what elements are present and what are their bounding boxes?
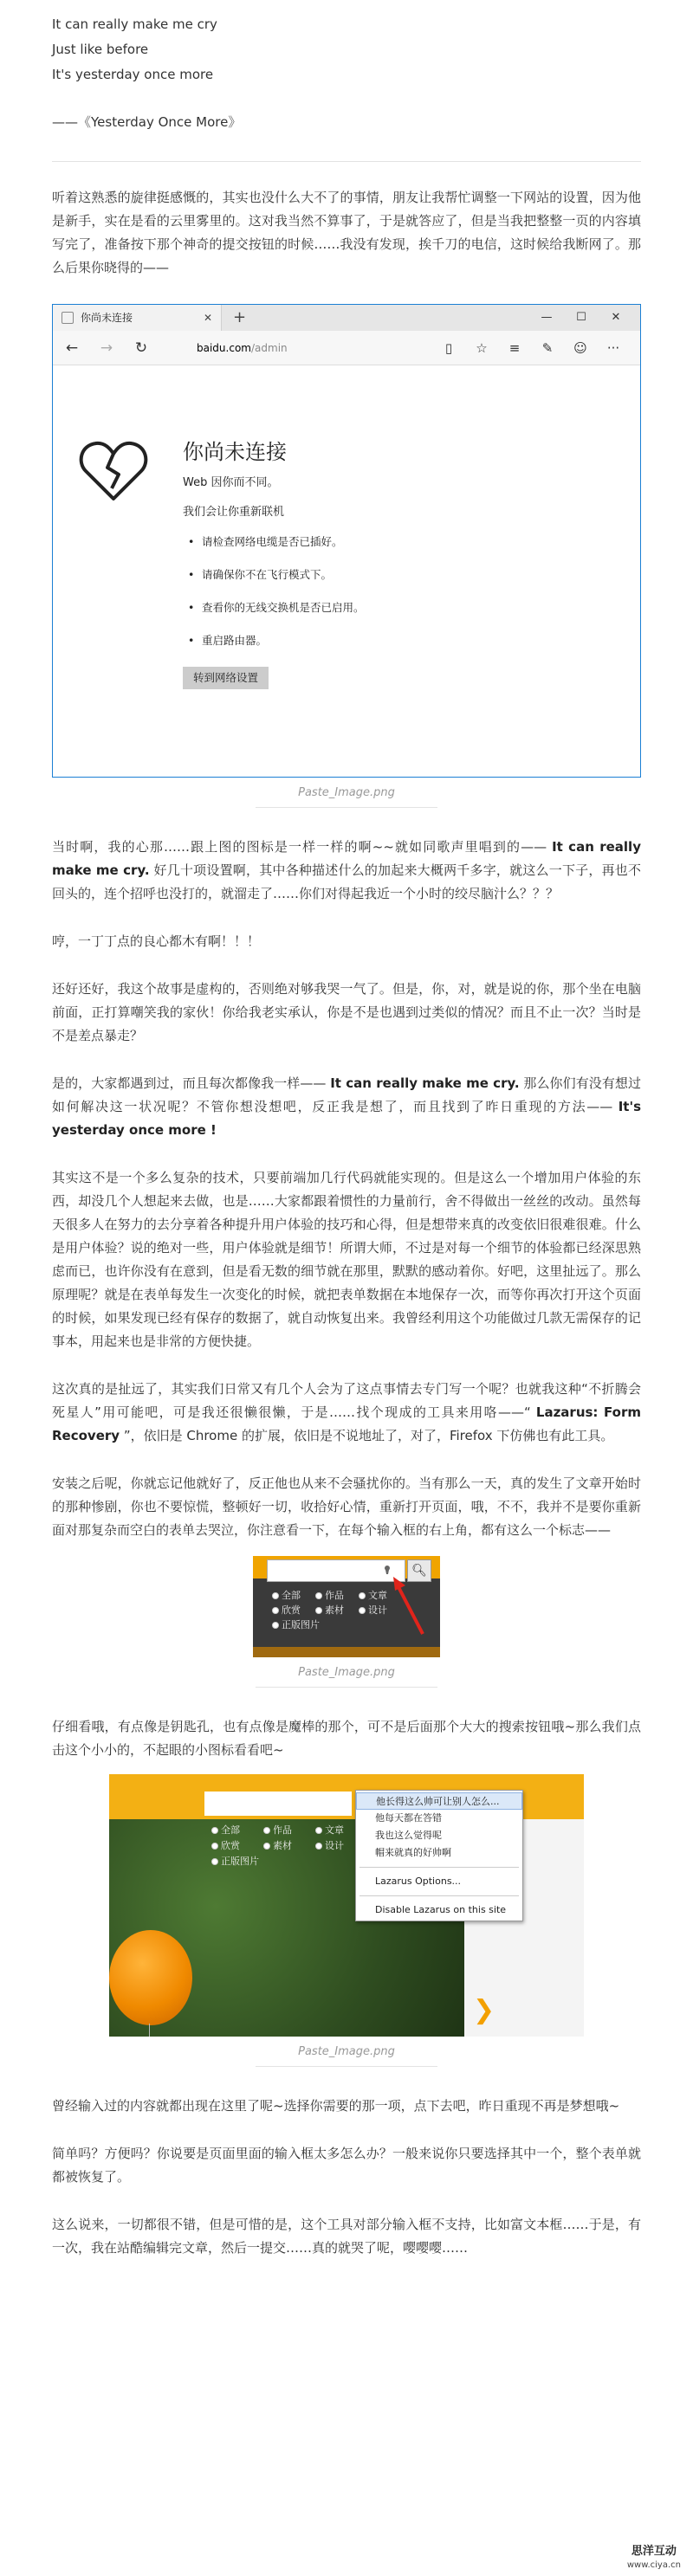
- quote-line: Just like before: [52, 42, 149, 57]
- text: 那么你们有没有想过如何解决这一状况呢？不管你想没想吧，反正我是想了，而且找到了昨日重现的方法——: [52, 1075, 641, 1114]
- broken-heart-icon: [79, 438, 148, 502]
- text: 这次真的是扯远了，其实我们日常又有几个人会为了这点事情去专门写一个呢？也就我这种“不折腾会死星人”用可能吧，可是我还很懒很懒，于是……找个现成的工具来用咯——“: [52, 1381, 641, 1420]
- search-options: 全部 作品 文章 欣赏 素材 设计 正版图片: [211, 1823, 367, 1869]
- quote-attribution: ——《Yesterday Once More》: [52, 114, 242, 130]
- close-icon[interactable]: ✕: [203, 312, 212, 324]
- page-icon: [62, 312, 74, 324]
- tips-list: [183, 533, 365, 649]
- menu-separator: [359, 1895, 519, 1896]
- url-host: baidu.com: [197, 342, 251, 354]
- red-arrow-icon: [392, 1577, 426, 1637]
- favorite-star-icon[interactable]: ☆: [476, 340, 488, 356]
- tip-item: • 请确保你不在飞行模式下。: [183, 566, 365, 584]
- lazarus-keyhole-icon[interactable]: [383, 1565, 392, 1575]
- browser-tab[interactable]: [53, 305, 222, 331]
- quote-line: It's yesterday once more: [52, 67, 214, 82]
- close-window-button[interactable]: ✕: [611, 311, 621, 324]
- search-button[interactable]: 🔍︎: [407, 1559, 431, 1582]
- error-help: 我们会让你重新联机: [183, 506, 285, 519]
- network-settings-button[interactable]: 转到网络设置: [183, 667, 269, 689]
- quote-line: It can really make me cry: [52, 16, 217, 32]
- paragraph: 其实这不是一个多么复杂的技术，只要前端加几行代码就能实现的。但是这么一个增加用户体验的东西，却没几个人想起来去做，也是……大家都跟着惯性的力量前行，舍不得做出一丝丝的改动。虽然每天很多人在努力的去分享着各种提升用户体验的技巧和心得，但是想带来真的改变依旧很难很难。什么是用户体验？说的绝对一些，用户体验就是细节！所谓大师，不过是对每一个细节的体验都已经深思熟虑而已，也许你没有在意到，但是看无数的细节就在那里，默默的感动着你。好吧，这里扯远了。那么原理呢？就是在表单每发生一次变化的时候，就把表单数据在本地保存一次，而等你再次打开这个页面的时候，如果发现已经有保存的数据了，就自动恢复出来。我曾经利用这个功能做过几款无需保存的记事本，用起来也是非常的方便快捷。: [52, 1170, 641, 1349]
- emphasis: It can really make me cry.: [52, 839, 641, 878]
- new-tab-button[interactable]: +: [233, 308, 247, 326]
- error-tagline: Web 因你而不同。: [183, 476, 279, 489]
- emphasis: It can really make me cry.: [330, 1075, 520, 1091]
- text: 是的，大家都遇到过，而且每次都像我一样——: [52, 1075, 331, 1091]
- balloon-image: [109, 1930, 192, 2025]
- watermark-name: 思洋互动: [631, 2545, 677, 2558]
- tab-bar: [53, 305, 640, 331]
- error-page: [53, 365, 640, 777]
- balloon-string: [149, 2024, 150, 2037]
- chevron-right-icon[interactable]: ❯: [473, 1995, 495, 2025]
- text: ”，依旧是 Chrome 的扩展，依旧是不说地址了，对了，Firefox 下仿佛也有此工具。: [120, 1428, 614, 1443]
- web-note-icon[interactable]: ✎: [541, 340, 554, 356]
- tip-item: • 请检查网络电缆是否已插好。: [183, 533, 365, 551]
- site-watermark: [627, 2545, 681, 2573]
- browser-tools: [432, 336, 630, 360]
- intro-paragraph: 听着这熟悉的旋律挺感慨的，其实也没什么大不了的事情，朋友让我帮忙调整一下网站的设置，因为他是新手，实在是看的云里雾里的。这对我当然不算事了，于是就答应了，但是当我把整整一页的内容填写完了，准备按下那个神奇的提交按钮的时候……我没有发现，挨千刀的电信，这时候给我断网了。那么后果你晓得的——: [52, 190, 641, 275]
- minimize-button[interactable]: —: [541, 311, 553, 324]
- address-bar[interactable]: [197, 338, 448, 358]
- tip-item: • 查看你的无线交换机是否已启用。: [183, 599, 365, 617]
- text: 好几十项设置啊，其中各种描述什么的加起来大概两千多字，就这么一下子，再也不回头的，连个招呼也没打的，就溜走了……你们对得起我近一个小时的绞尽脑汁么？？？: [52, 862, 641, 901]
- menu-item[interactable]: 他长得这么帅可让别人怎么...: [356, 1792, 522, 1810]
- share-icon[interactable]: ☺: [573, 340, 587, 356]
- emphasis: Lazarus: Form Recovery: [52, 1404, 641, 1443]
- url-path: /admin: [250, 342, 288, 354]
- back-arrow-icon[interactable]: ←: [65, 339, 79, 357]
- paragraph: 仔细看哦，有点像是钥匙孔，也有点像是魔棒的那个，可不是后面那个大大的搜索按钮哦~那么我们点击这个小小的，不起眼的小图标看看吧~: [52, 1719, 641, 1758]
- browser-screenshot: [52, 304, 641, 778]
- window-controls: [529, 305, 633, 331]
- paragraph: [52, 1072, 641, 1142]
- image-caption: Paste_Image.png: [256, 2037, 437, 2067]
- paragraph: [52, 1378, 641, 1448]
- lazarus-recovery-menu: [355, 1790, 523, 1921]
- paragraph: 曾经输入过的内容就都出现在这里了呢~选择你需要的那一项，点下去吧，昨日重现不再是梦想哦~: [52, 2098, 620, 2114]
- error-title: 你尚未连接: [183, 440, 287, 464]
- search-form-screenshot: [253, 1556, 440, 1657]
- image-caption: Paste_Image.png: [256, 778, 437, 808]
- reading-view-icon[interactable]: ▯: [444, 340, 453, 356]
- menu-item[interactable]: 帽来就真的好帅啊: [375, 1847, 451, 1858]
- navigation-bar: [53, 331, 640, 365]
- search-input[interactable]: [204, 1792, 352, 1816]
- menu-separator: [359, 1867, 519, 1868]
- search-options: 全部 作品 文章 欣赏 素材 设计 正版图片: [272, 1588, 402, 1632]
- paragraph: [52, 836, 641, 906]
- paragraph: 简单吗？方便吗？你说要是页面里面的输入框太多怎么办？一般来说你只要选择其中一个，整个表单就都被恢复了。: [52, 2146, 641, 2185]
- forward-arrow-icon[interactable]: →: [100, 339, 113, 357]
- lazarus-menu-screenshot: [109, 1774, 584, 2037]
- paragraph: 哼，一丁丁点的良心都木有啊！！！: [52, 933, 261, 949]
- divider: [52, 161, 641, 162]
- hub-icon[interactable]: ≡: [508, 340, 521, 356]
- paragraph: 这么说来，一切都很不错，但是可惜的是，这个工具对部分输入框不支持，比如富文本框……于是，有一次，我在站酷编辑完文章，然后一提交……真的就哭了呢，嘤嘤嘤……: [52, 2217, 641, 2256]
- menu-item-disable[interactable]: Disable Lazarus on this site: [375, 1904, 507, 1915]
- maximize-button[interactable]: ☐: [576, 311, 586, 324]
- paragraph: 安装之后呢，你就忘记他就好了，反正他也从来不会骚扰你的。当有那么一天，真的发生了文章开始时的那种惨剧，你也不要惊慌，整顿好一切，收拾好心情，重新打开页面，哦，不不，我并不是要你重新面对那复杂而空白的表单去哭泣，你注意看一下，在每个输入框的右上角，都有这么一个标志——: [52, 1475, 641, 1538]
- footer-band: [253, 1647, 440, 1657]
- menu-item-options[interactable]: Lazarus Options...: [375, 1876, 462, 1887]
- menu-item[interactable]: 他每天都在答错: [375, 1812, 442, 1824]
- tip-item: • 重启路由器。: [183, 632, 365, 649]
- watermark-url: www.ciya.cn: [626, 2560, 681, 2570]
- menu-item[interactable]: 我也这么觉得呢: [375, 1830, 442, 1841]
- text: 当时啊，我的心那……跟上图的图标是一样一样的啊~~就如同歌声里唱到的——: [52, 839, 553, 855]
- paragraph: 还好还好，我这个故事是虚构的，否则绝对够我哭一气了。但是，你，对，就是说的你，那个坐在电脑前面，正打算嘲笑我的家伙！你给我老实承认，你是不是也遇到过类似的情况？而且不止一次？当时是不是差点暴走？: [52, 981, 641, 1043]
- image-caption: Paste_Image.png: [256, 1657, 437, 1688]
- tab-title: 你尚未连接: [81, 312, 133, 324]
- refresh-icon[interactable]: ↻: [134, 339, 148, 357]
- more-icon[interactable]: ···: [606, 340, 620, 356]
- emphasis: It's yesterday once more !: [52, 1099, 641, 1138]
- error-content: [183, 438, 365, 689]
- song-quote: [52, 0, 641, 135]
